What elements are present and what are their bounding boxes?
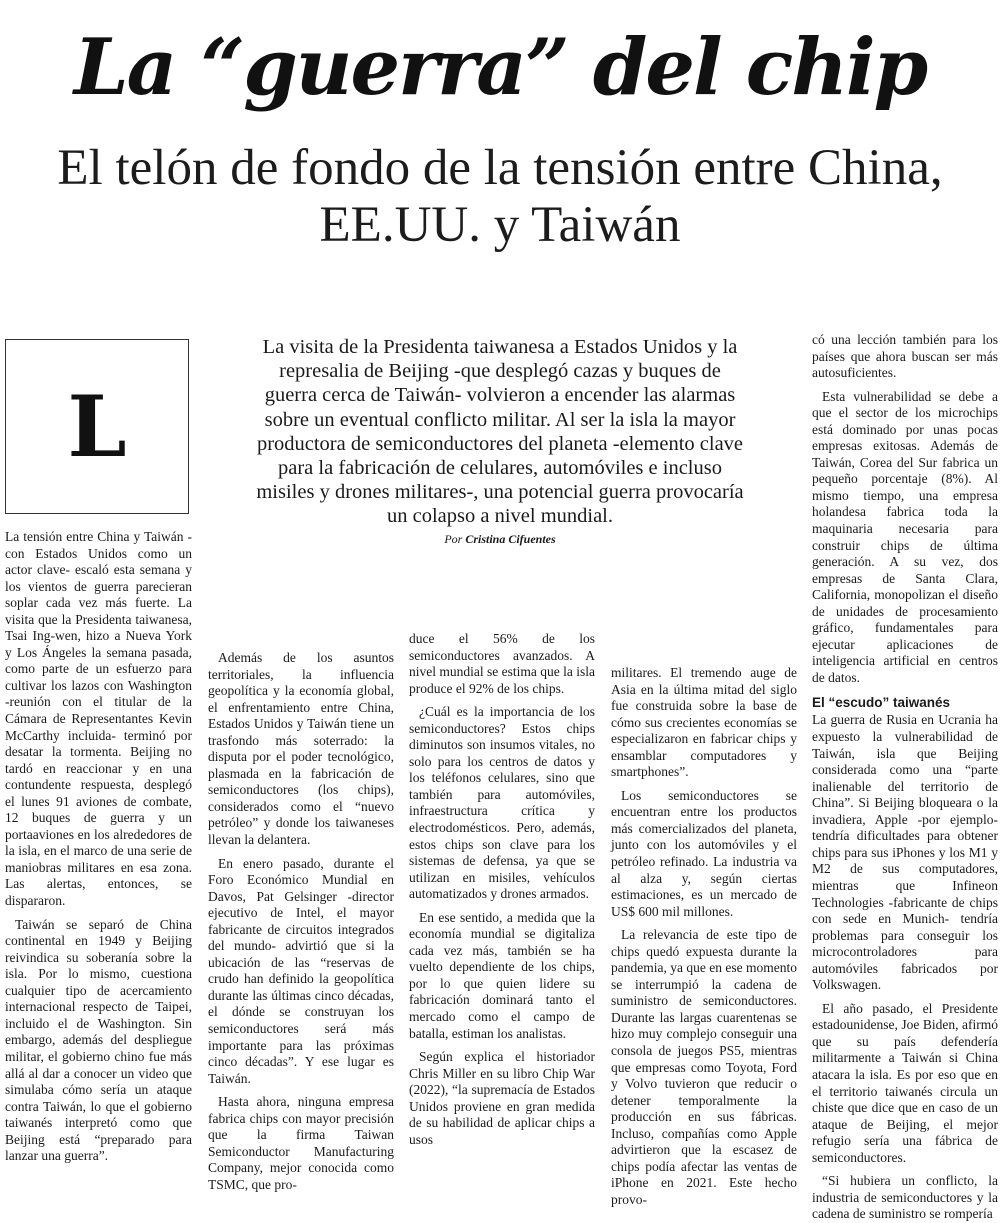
section-heading: El “escudo” taiwanés — [812, 695, 951, 711]
paragraph: ¿Cuál es la importancia de los semiconductores? Estos chips diminutos son insumos vitales, no solo para los centros de datos y los teléfonos celulares, sino que también para automóviles, infraestructura crítica y electrodomésticos. Pero, además, estos chips son clave para los sistemas de defensa, ya que se utilizan en misiles, vehículos automatizados y drones armados. — [409, 704, 595, 902]
paragraph: Los semiconductores se encuentran entre los productos más comercializados del planeta, junto con los automóviles y el petróleo refinado. La industria va al alza y, según ciertas estimaciones, es un mercado de US$ 600 mil millones. — [611, 787, 797, 919]
paragraph: Además de los asuntos territoriales, la influencia geopolítica y la economía global, el enfrentamiento entre China, Estados Unidos y Taiwán tiene un trasfondo más soterrado: la disputa por el poder tecnológico, plasmada en la fabricación de semiconductores (los chips), considerados como el “nuevo petróleo” y donde los taiwaneses llevan la delantera. — [208, 650, 394, 848]
paragraph: En ese sentido, a medida que la economía mundial se digitaliza cada vez más, también se ha vuelto dependiente de los chips, por lo que quien lidere su fabricación dominará tanto el mercado como el campo de batalla, estiman los analistas. — [409, 909, 595, 1041]
paragraph: La tensión entre China y Taiwán -con Estados Unidos como un actor clave- escaló esta semana y los vientos de guerra parecieran soplar cada vez más fuerte. La visita que la Presidenta taiwanesa, Tsai Ing-wen, hizo a Nueva York y Los Ángeles la semana pasada, como parte de un esfuerzo para cultivar los lazos con Washington -reunión con el titular de la Cámara de Representantes Kevin McCarthy incluida- terminó por desatar la tormenta. Beijing no tardó en reaccionar y en una contundente respuesta, desplegó el lunes 91 aviones de combate, 12 buques de guerra y un portaaviones en los alrededores de la isla, en el marco de una serie de maniobras militares en esa zona. Las alertas, entonces, se dispararon. — [5, 529, 192, 909]
paragraph: Hasta ahora, ninguna empresa fabrica chips con mayor precisión que la firma Taiwan Semiconductor Manufacturing Company, mejor conocida como TSMC, que pro- — [208, 1094, 394, 1192]
paragraph: Esta vulnerabilidad se debe a que el sector de los microchips está dominado por unas pocas empresas exitosas. Además de Taiwán, Corea del Sur fabrica un pequeño porcentaje (8%). Al mismo tiempo, una empresa holandesa fabrica toda la maquinaria necesaria para construir chips de última generación. A su vez, dos empresas de Santa Clara, California, monopolizan el diseño de unidades de procesamiento gráfico, fundamentales para ejecutar aplicaciones de inteligencia artificial en centros de datos. — [812, 388, 998, 685]
subheadline: El telón de fondo de la tensión entre China, EE.UU. y Taiwán — [57, 140, 943, 253]
article-column-4 — [611, 665, 797, 1209]
paragraph: En enero pasado, durante el Foro Económico Mundial en Davos, Pat Gelsinger -director ejecutivo de Intel, el mayor fabricante de circuitos integrados del mundo- advirtió que si la ubicación de las “reservas de crudo han definido la geopolítica durante las últimas cinco décadas, el dónde se construyan los semiconductores será más importante para las próximas cinco décadas”. Y ese lugar es Taiwán. — [208, 855, 394, 1086]
paragraph: Según explica el historiador Chris Miller en su libro Chip War (2022), “la supremacía de Estados Unidos proviene en gran medida de su habilidad de aplicar chips a usos — [409, 1049, 595, 1147]
paragraph: militares. El tremendo auge de Asia en la última mitad del siglo fue construida sobre la base de cómo sus crecientes economías se especializaron en fabricar chips y ensamblar computadores y smartphones”. — [611, 665, 797, 780]
dropcap-letter: L — [67, 377, 127, 476]
byline-author: Cristina Cifuentes — [465, 532, 556, 546]
article-column-2 — [208, 650, 394, 1194]
paragraph: có una lección también para los países que ahora buscan ser más autosuficientes. — [812, 332, 998, 381]
paragraph: “Si hubiera un conflicto, la industria de semiconductores y la cadena de suministro se rompería — [812, 1173, 998, 1222]
byline-prefix: Por — [444, 532, 463, 546]
article-column-5 — [812, 332, 998, 1223]
paragraph: Taiwán se separó de China continental en 1949 y Beijing reivindica su soberanía sobre la isla. Por lo mismo, cuestiona cualquier tipo de acercamiento internacional respecto de Taipei, incluido el de Washington. Sin embargo, además del despliegue militar, el gobierno chino fue más allá al dar a conocer un video que simulaba cómo sería un ataque contra Taiwán, lo que el gobierno taiwanés interpretó como que Beijing está “preparado para lanzar una guerra”. — [5, 916, 192, 1164]
article-column-1 — [5, 529, 192, 1165]
paragraph: La relevancia de este tipo de chips quedó expuesta durante la pandemia, ya que en ese momento se interrumpió la cadena de suministro de semiconductores. Durante las largas cuarentenas se hizo muy complejo conseguir una consola de juegos PS5, mientras que empresas como Toyota, Ford y Volvo tuvieron que reducir o detener temporalmente la producción en sus fábricas. Incluso, compañías como Apple advirtieron que la escasez de chips podía afectar las ventas de iPhone en 2021. Este hecho provo- — [611, 927, 797, 1207]
dropcap-box — [5, 339, 189, 514]
paragraph: La guerra de Rusia en Ucrania ha expuesto la vulnerabilidad de Taiwán, isla que Beijing considerada como una “parte inalienable del territorio de China”. Si Beijing bloqueara o la invadiera, Apple -por ejemplo- tendría dificultades para obtener chips para sus iPhones y los M1 y M2 de sus computadores, mientras que Infineon Technologies -fabricante de chips con sede en Munich- tendría problemas para conseguir los microcontroladores para automóviles fabricados por Volkswagen. — [812, 712, 998, 993]
paragraph: El año pasado, el Presidente estadounidense, Joe Biden, afirmó que su país defendería militarmente a Taiwán si China atacara la isla. Es por eso que en el territorio taiwanés circula un chiste que dice que en caso de un ataque de Beijing, el mejor refugio sería una fábrica de semiconductores. — [812, 1000, 998, 1165]
headline: La “guerra” del chip — [73, 22, 927, 113]
byline — [380, 532, 620, 547]
lead-paragraph: La visita de la Presidenta taiwanesa a Estados Unidos y la represalia de Beijing -que desplegó cazas y buques de guerra cerca de Taiwán- volvieron a encender las alarmas sobre un eventual conflicto militar. Al ser la isla la mayor productora de semiconductores del planeta -elemento clave para la fabricación de celulares, automóviles e incluso misiles y drones militares-, una potencial guerra provocaría un colapso a nivel mundial. — [256, 336, 744, 528]
article-column-3 — [409, 631, 595, 1148]
paragraph: duce el 56% de los semiconductores avanzados. A nivel mundial se estima que la isla produce el 92% de los chips. — [409, 631, 595, 696]
